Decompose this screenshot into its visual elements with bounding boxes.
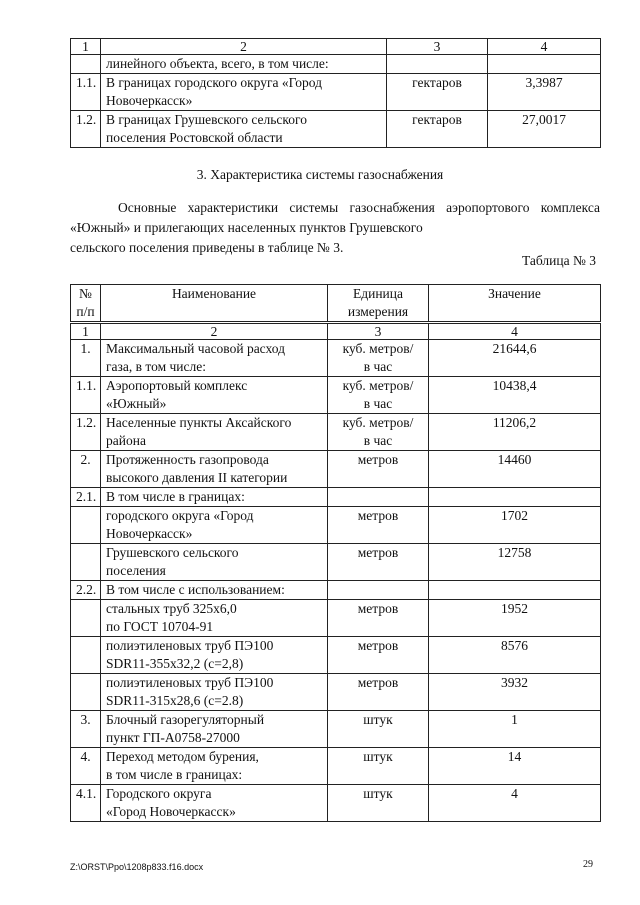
- table-row: [71, 377, 601, 414]
- column-number: 4: [429, 323, 601, 340]
- table-row: [71, 488, 601, 507]
- row-unit: гектаров: [387, 74, 488, 111]
- row-name: Городского округа «Город Новочеркасск»: [101, 785, 328, 822]
- row-value: 4: [429, 785, 601, 822]
- table-row: [71, 600, 601, 637]
- table-row: [71, 581, 601, 600]
- row-unit: гектаров: [387, 111, 488, 148]
- row-number: 1.: [71, 340, 101, 377]
- row-name: полиэтиленовых труб ПЭ100 SDR11-355х32,2 (с=2,8): [101, 637, 328, 674]
- table-row: [71, 74, 601, 111]
- header-name: Наименование: [101, 285, 328, 323]
- row-number: 1.1.: [71, 377, 101, 414]
- row-value: 21644,6: [429, 340, 601, 377]
- footer-page-number: 29: [583, 859, 593, 870]
- row-unit: метров: [328, 637, 429, 674]
- table-caption: Таблица № 3: [522, 253, 596, 268]
- intro-paragraph: [70, 198, 600, 258]
- row-name: полиэтиленовых труб ПЭ100 SDR11-315х28,6 (с=2.8): [101, 674, 328, 711]
- row-number: 3.: [71, 711, 101, 748]
- header-num: № п/п: [71, 285, 101, 323]
- table-row: [71, 507, 601, 544]
- row-number: [71, 55, 101, 74]
- land-area-table: [70, 38, 601, 148]
- row-name: Населенные пункты Аксайского района: [101, 414, 328, 451]
- table-row: [71, 711, 601, 748]
- row-number: 1.2.: [71, 414, 101, 451]
- row-name: городского округа «Город Новочеркасск»: [101, 507, 328, 544]
- row-value: [429, 488, 601, 507]
- row-name: В том числе в границах:: [101, 488, 328, 507]
- column-number: 1: [71, 39, 101, 55]
- row-value: [488, 55, 601, 74]
- table-row: [71, 748, 601, 785]
- row-name: Протяженность газопровода высокого давления II категории: [101, 451, 328, 488]
- row-value: 12758: [429, 544, 601, 581]
- row-name: стальных труб 325х6,0 по ГОСТ 10704-91: [101, 600, 328, 637]
- table-row: [71, 111, 601, 148]
- row-number: 4.1.: [71, 785, 101, 822]
- column-number: 4: [488, 39, 601, 55]
- row-name: В границах Грушевского сельского поселения Ростовской области: [101, 111, 387, 148]
- header-unit: Единица измерения: [328, 285, 429, 323]
- row-unit: штук: [328, 785, 429, 822]
- table-row: [71, 414, 601, 451]
- row-unit: метров: [328, 674, 429, 711]
- column-number: 2: [101, 39, 387, 55]
- row-value: [429, 581, 601, 600]
- row-value: 14460: [429, 451, 601, 488]
- gas-supply-table: [70, 284, 601, 822]
- table-row: [71, 674, 601, 711]
- row-value: 1: [429, 711, 601, 748]
- table-row: [71, 785, 601, 822]
- row-name: Грушевского сельского поселения: [101, 544, 328, 581]
- row-value: 8576: [429, 637, 601, 674]
- row-name: В границах городского округа «Город Новочеркасск»: [101, 74, 387, 111]
- row-value: 1702: [429, 507, 601, 544]
- table-header-row: [71, 285, 601, 323]
- table-row: [71, 451, 601, 488]
- row-value: 1952: [429, 600, 601, 637]
- row-value: 3,3987: [488, 74, 601, 111]
- row-number: 1.1.: [71, 74, 101, 111]
- row-number: [71, 637, 101, 674]
- row-unit: куб. метров/ в час: [328, 414, 429, 451]
- row-name: Аэропортовый комплекс «Южный»: [101, 377, 328, 414]
- row-number: [71, 600, 101, 637]
- row-value: 14: [429, 748, 601, 785]
- row-name: В том числе с использованием:: [101, 581, 328, 600]
- row-number: [71, 674, 101, 711]
- column-number-row: [71, 39, 601, 55]
- row-unit: метров: [328, 507, 429, 544]
- row-number: 4.: [71, 748, 101, 785]
- column-number: 2: [101, 323, 328, 340]
- row-number: [71, 544, 101, 581]
- row-unit: куб. метров/ в час: [328, 340, 429, 377]
- row-value: 3932: [429, 674, 601, 711]
- row-number: [71, 507, 101, 544]
- column-number: 1: [71, 323, 101, 340]
- row-unit: метров: [328, 451, 429, 488]
- row-value: 10438,4: [429, 377, 601, 414]
- footer-file-path: Z:\ORST\Ppo\1208p833.f16.docx: [70, 862, 204, 872]
- row-number: 2.2.: [71, 581, 101, 600]
- row-name: Переход методом бурения, в том числе в границах:: [101, 748, 328, 785]
- row-unit: штук: [328, 711, 429, 748]
- row-unit: [328, 488, 429, 507]
- table-row: [71, 340, 601, 377]
- row-unit: метров: [328, 600, 429, 637]
- section-heading: 3. Характеристика системы газоснабжения: [196, 167, 444, 182]
- table-row: [71, 544, 601, 581]
- header-value: Значение: [429, 285, 601, 323]
- row-number: 2.: [71, 451, 101, 488]
- row-unit: [328, 581, 429, 600]
- row-value: 27,0017: [488, 111, 601, 148]
- column-number: 3: [328, 323, 429, 340]
- row-number: 2.1.: [71, 488, 101, 507]
- row-unit: штук: [328, 748, 429, 785]
- row-name: Блочный газорегуляторный пункт ГП-А0758-27000: [101, 711, 328, 748]
- row-name: Максимальный часовой расход газа, в том числе:: [101, 340, 328, 377]
- row-number: 1.2.: [71, 111, 101, 148]
- row-unit: [387, 55, 488, 74]
- column-number-row: [71, 323, 601, 340]
- row-unit: метров: [328, 544, 429, 581]
- table-row: [71, 637, 601, 674]
- intro-body: Основные характеристики системы газоснабжения аэропортового комплекса «Южный» и прилегающих населенных пунктов Грушевского: [70, 200, 600, 235]
- column-number: 3: [387, 39, 488, 55]
- row-name: линейного объекта, всего, в том числе:: [101, 55, 387, 74]
- row-unit: куб. метров/ в час: [328, 377, 429, 414]
- intro-last-line: сельского поселения приведены в таблице № 3.: [70, 240, 344, 255]
- row-value: 11206,2: [429, 414, 601, 451]
- table-row: [71, 55, 601, 74]
